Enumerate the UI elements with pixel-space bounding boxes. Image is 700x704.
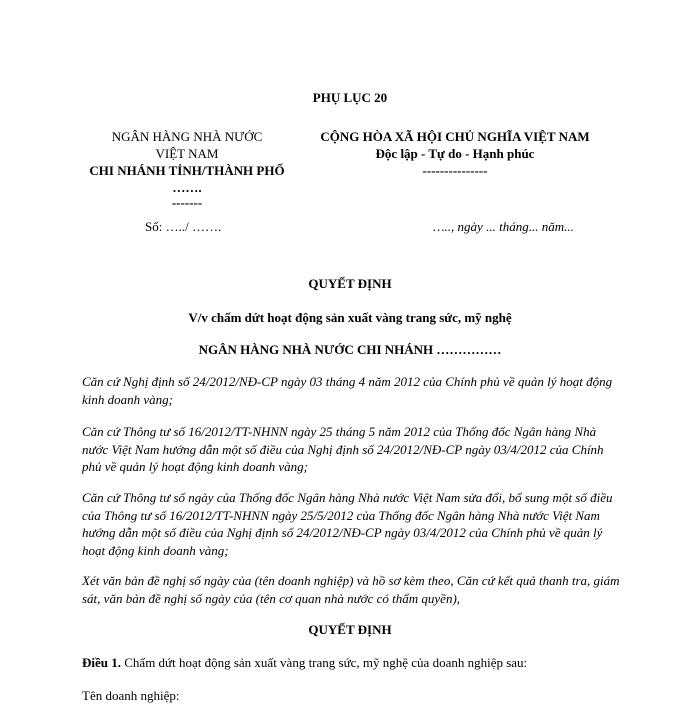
issuing-authority: NGÂN HÀNG NHÀ NƯỚC CHI NHÁNH …………… [198,342,502,357]
article-1-text: Chấm dứt hoạt động sản xuất vàng trang sức, mỹ nghệ của doanh nghiệp sau: [121,655,528,670]
national-divider: --------------- [422,163,488,178]
article-1-label: Điều 1. [82,655,121,670]
decision-title-2: QUYẾT ĐỊNH [308,622,392,637]
issuer-branch: CHI NHÁNH TỈNH/THÀNH PHỐ [89,163,285,178]
issuer-divider: ------- [171,195,203,210]
national-title: CỘNG HÒA XÃ HỘI CHỦ NGHĨA VIỆT NAM [320,129,590,144]
national-motto: Độc lập - Tự do - Hạnh phúc [375,146,535,161]
issuer-line-1: NGÂN HÀNG NHÀ NƯỚC [111,129,263,144]
decision-subject: V/v chấm dứt hoạt động sản xuất vàng trang sức, mỹ nghệ [188,310,512,325]
decision-title: QUYẾT ĐỊNH [308,276,392,291]
legal-ground-4: Xét văn bản đề nghị số ngày của (tên doanh nghiệp) và hồ sơ kèm theo, Căn cứ kết quả thanh tra, giám sát, văn bản đề nghị số ngày của (tên cơ quan nhà nước có thẩm quyền), [82,573,620,606]
article-1 [82,655,527,671]
place-date: ….., ngày ... tháng... năm... [433,219,574,234]
appendix-title: PHỤ LỤC 20 [312,90,388,105]
legal-ground-2: Căn cứ Thông tư số 16/2012/TT-NHNN ngày 25 tháng 5 năm 2012 của Thống đốc Ngân hàng Nhà nước Việt Nam hướng dẫn một số điều của Nghị định số 24/2012/NĐ-CP ngày 03/4/2012 của Chính phủ về quản lý hoạt động kinh doanh vàng; [82,424,604,474]
document-number: Số: …../ ……. [145,219,222,234]
legal-ground-1: Căn cứ Nghị định số 24/2012/NĐ-CP ngày 03 tháng 4 năm 2012 của Chính phủ về quản lý hoạt động kinh doanh vàng; [82,374,613,407]
issuer-line-2: VIỆT NAM [155,146,219,161]
legal-ground-3: Căn cứ Thông tư số ngày của Thống đốc Ngân hàng Nhà nước Việt Nam sửa đổi, bổ sung một số điều của Thông tư số 16/2012/TT-NHNN ngày 25/5/2012 của Thống đốc Ngân hàng Nhà nước Việt Nam hướng dẫn một số điều của Nghị định số 24/2012/NĐ-CP ngày 03/4/2012 của Chính phủ về quản lý hoạt động kinh doanh vàng; [82,490,613,558]
company-name-label: Tên doanh nghiệp: [82,688,180,703]
issuer-branch-placeholder: ……. [172,180,202,195]
